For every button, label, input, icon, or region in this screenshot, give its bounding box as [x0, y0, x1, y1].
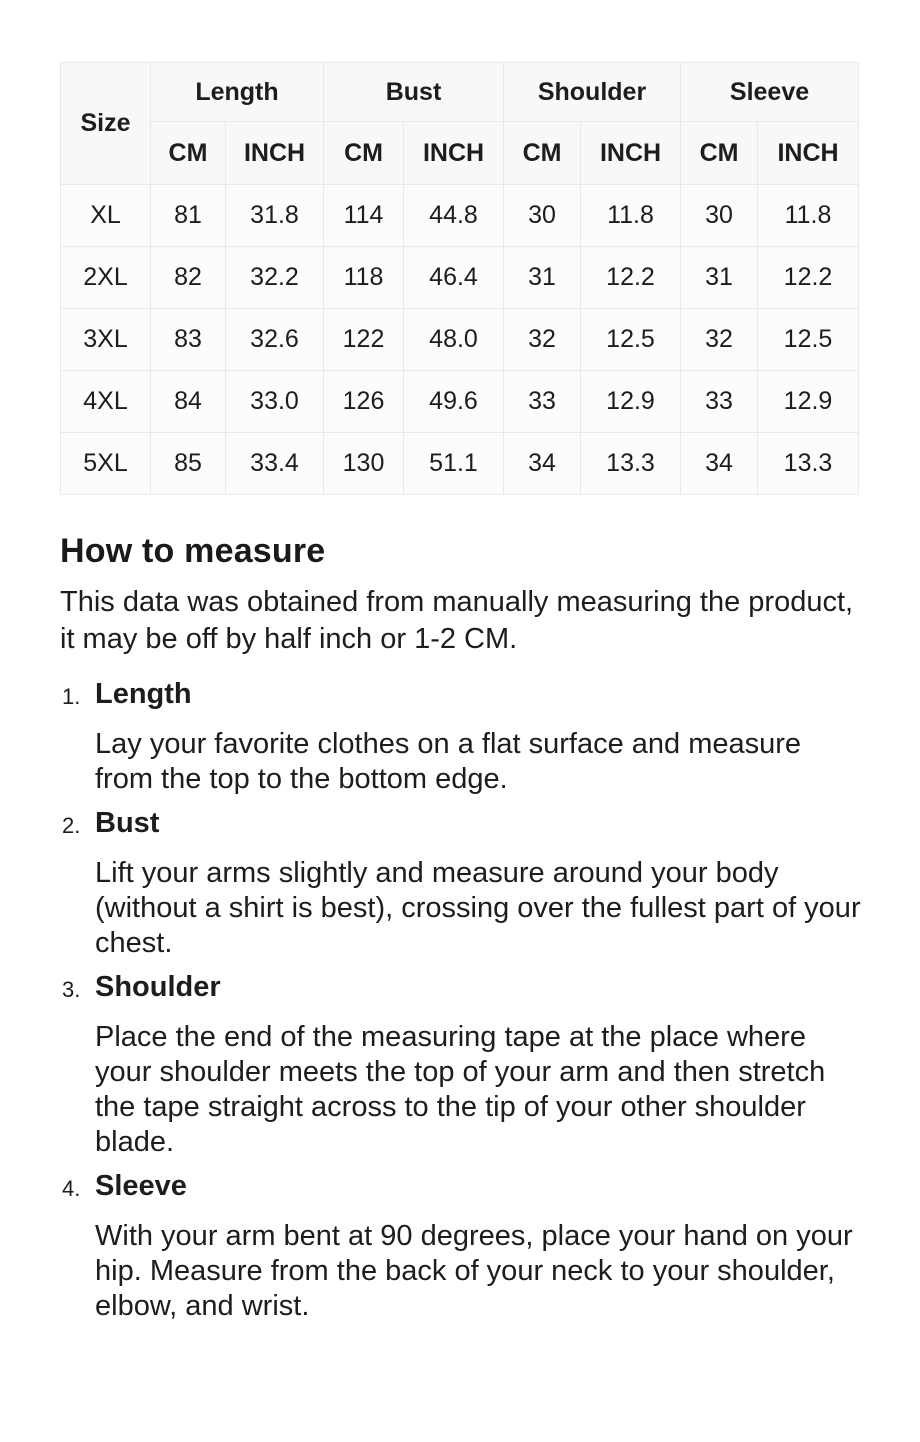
section-title: How to measure: [60, 532, 326, 570]
step-title: Length: [95, 678, 192, 710]
cell-bust-inch: 46.4: [404, 247, 504, 309]
step-description: Lay your favorite clothes on a flat surface and measure from the top to the bottom edge.: [95, 728, 802, 795]
cell-sleeve-cm: 34: [681, 433, 758, 495]
cell-sleeve-cm: 32: [681, 309, 758, 371]
column-group-sleeve: Sleeve: [681, 63, 859, 122]
cell-length-inch: 32.2: [226, 247, 324, 309]
cell-length-inch: 33.4: [226, 433, 324, 495]
step-body: [95, 676, 864, 797]
how-to-measure-section: [60, 531, 860, 1324]
step-title: Bust: [95, 807, 160, 839]
cell-bust-cm: 118: [324, 247, 404, 309]
size-row-xl: [61, 185, 859, 247]
measure-step-shoulder: [60, 969, 860, 1160]
cell-sleeve-cm: 30: [681, 185, 758, 247]
cell-shoulder-cm: 33: [504, 371, 581, 433]
cell-length-cm: 85: [151, 433, 226, 495]
cell-bust-inch: 44.8: [404, 185, 504, 247]
unit-header-sleeve-inch: INCH: [758, 122, 859, 185]
size-row-4xl: [61, 371, 859, 433]
cell-bust-inch: 48.0: [404, 309, 504, 371]
unit-header-bust-inch: INCH: [404, 122, 504, 185]
group-header-row: [61, 63, 859, 122]
step-title: Sleeve: [95, 1170, 187, 1202]
cell-shoulder-cm: 32: [504, 309, 581, 371]
unit-header-bust-cm: CM: [324, 122, 404, 185]
measure-step-bust: [60, 805, 860, 961]
cell-length-inch: 31.8: [226, 185, 324, 247]
unit-header-shoulder-inch: INCH: [581, 122, 681, 185]
cell-shoulder-inch: 13.3: [581, 433, 681, 495]
size-chart-table: [60, 62, 859, 495]
measure-steps-list: [60, 676, 860, 1324]
cell-shoulder-inch: 12.5: [581, 309, 681, 371]
size-label: 4XL: [61, 371, 151, 433]
cell-length-cm: 81: [151, 185, 226, 247]
measure-step-sleeve: [60, 1168, 860, 1324]
cell-shoulder-cm: 34: [504, 433, 581, 495]
intro-text: This data was obtained from manually measuring the product, it may be off by half inch or 1-2 CM.: [60, 586, 854, 655]
unit-header-row: [61, 122, 859, 185]
cell-bust-inch: 49.6: [404, 371, 504, 433]
cell-length-cm: 84: [151, 371, 226, 433]
cell-sleeve-inch: 11.8: [758, 185, 859, 247]
size-label: 2XL: [61, 247, 151, 309]
step-description: With your arm bent at 90 degrees, place your hand on your hip. Measure from the back of your neck to your shoulder, elbow, and wrist.: [95, 1220, 853, 1322]
step-body: [95, 969, 864, 1160]
step-body: [95, 1168, 864, 1324]
step-number: 4.: [62, 1176, 81, 1201]
unit-header-sleeve-cm: CM: [681, 122, 758, 185]
cell-length-cm: 82: [151, 247, 226, 309]
column-group-bust: Bust: [324, 63, 504, 122]
cell-length-inch: 33.0: [226, 371, 324, 433]
step-number: 2.: [62, 813, 81, 838]
column-group-shoulder: Shoulder: [504, 63, 681, 122]
cell-sleeve-inch: 12.9: [758, 371, 859, 433]
size-row-2xl: [61, 247, 859, 309]
cell-length-cm: 83: [151, 309, 226, 371]
measure-step-length: [60, 676, 860, 797]
size-row-3xl: [61, 309, 859, 371]
cell-shoulder-inch: 12.9: [581, 371, 681, 433]
cell-sleeve-cm: 31: [681, 247, 758, 309]
cell-bust-cm: 130: [324, 433, 404, 495]
cell-sleeve-cm: 33: [681, 371, 758, 433]
step-number: 1.: [62, 684, 81, 709]
column-header-size: Size: [61, 63, 151, 185]
cell-bust-inch: 51.1: [404, 433, 504, 495]
unit-header-length-inch: INCH: [226, 122, 324, 185]
cell-sleeve-inch: 12.5: [758, 309, 859, 371]
unit-header-length-cm: CM: [151, 122, 226, 185]
cell-sleeve-inch: 12.2: [758, 247, 859, 309]
cell-shoulder-cm: 31: [504, 247, 581, 309]
cell-bust-cm: 126: [324, 371, 404, 433]
step-title: Shoulder: [95, 971, 221, 1003]
cell-bust-cm: 114: [324, 185, 404, 247]
cell-length-inch: 32.6: [226, 309, 324, 371]
unit-header-shoulder-cm: CM: [504, 122, 581, 185]
step-number: 3.: [62, 977, 81, 1002]
size-label: 3XL: [61, 309, 151, 371]
size-row-5xl: [61, 433, 859, 495]
cell-shoulder-cm: 30: [504, 185, 581, 247]
step-description: Place the end of the measuring tape at the place where your shoulder meets the top of your arm and then stretch the tape straight across to the tip of your other shoulder blade.: [95, 1021, 826, 1158]
cell-sleeve-inch: 13.3: [758, 433, 859, 495]
step-description: Lift your arms slightly and measure around your body (without a shirt is best), crossing over the fullest part of your chest.: [95, 857, 861, 959]
cell-shoulder-inch: 12.2: [581, 247, 681, 309]
cell-shoulder-inch: 11.8: [581, 185, 681, 247]
step-body: [95, 805, 864, 961]
size-label: 5XL: [61, 433, 151, 495]
cell-bust-cm: 122: [324, 309, 404, 371]
column-group-length: Length: [151, 63, 324, 122]
size-label: XL: [61, 185, 151, 247]
